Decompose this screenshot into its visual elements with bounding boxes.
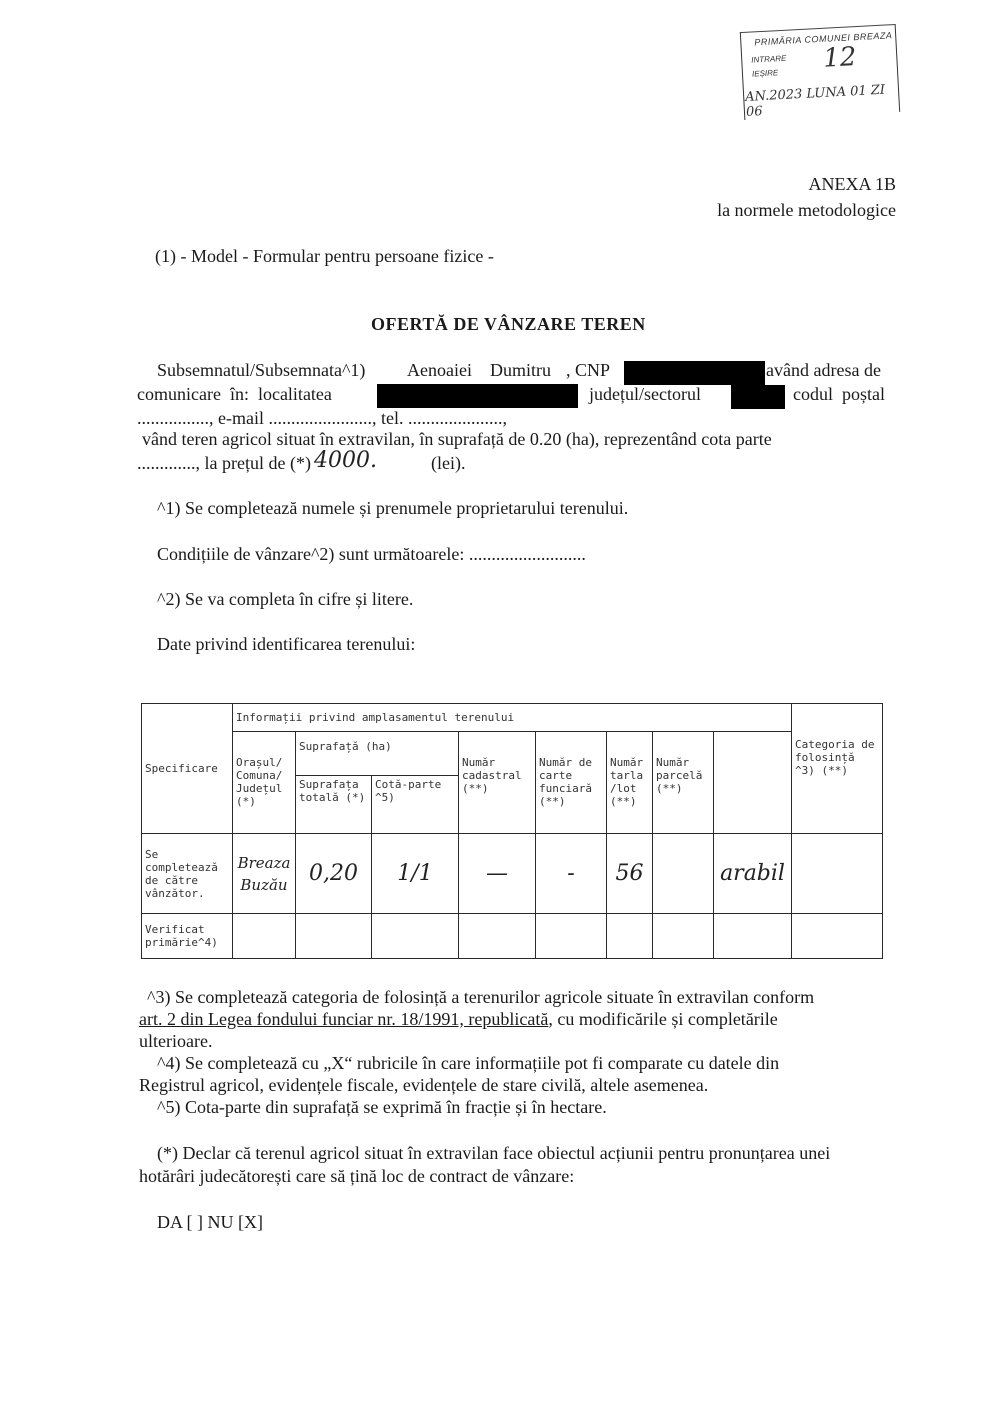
stamp-number: 12 bbox=[822, 42, 858, 74]
stamp-in: INTRARE bbox=[751, 53, 787, 65]
land-description: vând teren agricol situat în extravilan, în suprafață de 0.20 (ha), reprezentând cota parte bbox=[142, 429, 772, 449]
cell-empty bbox=[792, 914, 883, 959]
note-1: ^1) Se completează numele și prenumele proprietarului terenului. bbox=[157, 498, 629, 518]
col-carte-funciara: Număr de carte funciară (**) bbox=[536, 732, 607, 834]
annex-subtitle: la normele metodologice bbox=[717, 200, 896, 220]
intro-line1-end: având adresa de bbox=[766, 360, 881, 380]
registration-stamp bbox=[740, 24, 900, 120]
footnote-3-line1: ^3) Se completează categoria de folosință a terenurilor agricole situate în extravilan conform bbox=[147, 987, 815, 1007]
redacted-locality bbox=[377, 384, 578, 408]
stamp-institution: PRIMĂRIA COMUNEI BREAZA bbox=[754, 30, 893, 48]
footnote-3-line3: ulterioare. bbox=[139, 1031, 213, 1051]
stamp-out: IEȘIRE bbox=[751, 68, 779, 79]
redacted-county bbox=[731, 385, 785, 409]
cell-empty bbox=[296, 914, 372, 959]
identification-heading: Date privind identificarea terenului: bbox=[157, 634, 416, 654]
declaration-line2: hotărâri judecătorești care să țină loc de contract de vânzare: bbox=[139, 1166, 575, 1186]
cell-empty bbox=[459, 914, 536, 959]
cell-tarla: 56 bbox=[607, 834, 653, 914]
row-town-hall-label: Verificat primărie^4) bbox=[142, 914, 233, 959]
stamp-date: AN.2023 LUNA 01 ZI 06 bbox=[744, 82, 886, 120]
cell-empty bbox=[372, 914, 459, 959]
footnote-4-line2: Registrul agricol, evidențele fiscale, evidențele de stare civilă, altele asemenea. bbox=[139, 1075, 709, 1095]
col-categoria: Categoria de folosință ^3) (**) bbox=[792, 704, 883, 834]
cell-parcela bbox=[653, 834, 714, 914]
col-specificare: Specificare bbox=[142, 704, 233, 834]
declaration-line1: (*) Declar că terenul agricol situat în extravilan face obiectul acțiunii pentru pronunțarea unei bbox=[157, 1143, 831, 1163]
footnote-5: ^5) Cota-parte din suprafață se exprimă în fracție și în hectare. bbox=[157, 1097, 607, 1117]
redacted-cnp bbox=[624, 361, 765, 385]
land-identification-table bbox=[141, 703, 883, 959]
col-suprafata: Suprafață (ha) bbox=[296, 732, 459, 776]
price-line-start: ............., la prețul de (*) bbox=[137, 453, 311, 473]
cell-empty bbox=[714, 914, 792, 959]
seller-name: Aenoaiei Dumitru bbox=[407, 360, 551, 380]
col-parcela: Număr parcelă (**) bbox=[653, 732, 714, 834]
cell-suprafata-totala: 0,20 bbox=[296, 834, 372, 914]
contact-line: ................, e-mail ......................., tel. ....................., bbox=[137, 408, 507, 428]
intro-line2-start: comunicare în: localitatea bbox=[137, 384, 332, 404]
col-oras: Orașul/ Comuna/ Județul (*) bbox=[233, 732, 296, 834]
row-seller-label: Se completează de către vânzător. bbox=[142, 834, 233, 914]
col-cota-parte: Cotă-parte ^5) bbox=[372, 776, 459, 834]
postal-code-label: codul poștal bbox=[793, 384, 885, 404]
form-model-label: (1) - Model - Formular pentru persoane fizice - bbox=[155, 246, 494, 266]
cell-categoria: arabil bbox=[714, 834, 792, 914]
cell-empty bbox=[653, 914, 714, 959]
cell-oras: Breaza Buzău bbox=[233, 834, 296, 914]
col-cadastral: Număr cadastral (**) bbox=[459, 732, 536, 834]
intro-line1-start: Subsemnatul/Subsemnata^1) bbox=[157, 360, 366, 380]
cell-cadastral: — bbox=[459, 834, 536, 914]
location-info-header: Informații privind amplasamentul terenului bbox=[233, 704, 792, 732]
col-tarla: Număr tarla /lot (**) bbox=[607, 732, 653, 834]
footnote-3-line2 bbox=[139, 1009, 778, 1030]
annex-title: ANEXA 1B bbox=[808, 174, 896, 194]
footnote-4-line1: ^4) Se completează cu „X“ rubricile în care informațiile pot fi comparate cu datele din bbox=[157, 1053, 780, 1073]
note-2: ^2) Se va completa în cifre și litere. bbox=[157, 589, 414, 609]
cnp-label: , CNP bbox=[566, 360, 611, 380]
cell-empty bbox=[607, 914, 653, 959]
cell-carte-funciara: - bbox=[536, 834, 607, 914]
price-handwritten: 4000. bbox=[314, 448, 377, 473]
cell-empty bbox=[233, 914, 296, 959]
cell-empty bbox=[536, 914, 607, 959]
col-suprafata-totala: Suprafața totală (*) bbox=[296, 776, 372, 834]
document-title: OFERTĂ DE VÂNZARE TEREN bbox=[371, 314, 646, 334]
footnote-3-tail: , cu modificările și completările bbox=[548, 1009, 778, 1029]
da-nu-choice: DA [ ] NU [X] bbox=[157, 1212, 263, 1232]
law-reference-link[interactable]: art. 2 din Legea fondului funciar nr. 18/1991, republicată bbox=[139, 1009, 549, 1029]
sale-conditions: Condițiile de vânzare^2) sunt următoarele: .......................... bbox=[157, 544, 586, 564]
cell-observatii bbox=[792, 834, 883, 914]
county-label: județul/sectorul bbox=[589, 384, 701, 404]
price-unit: (lei). bbox=[431, 453, 466, 473]
cell-cota-parte: 1/1 bbox=[372, 834, 459, 914]
